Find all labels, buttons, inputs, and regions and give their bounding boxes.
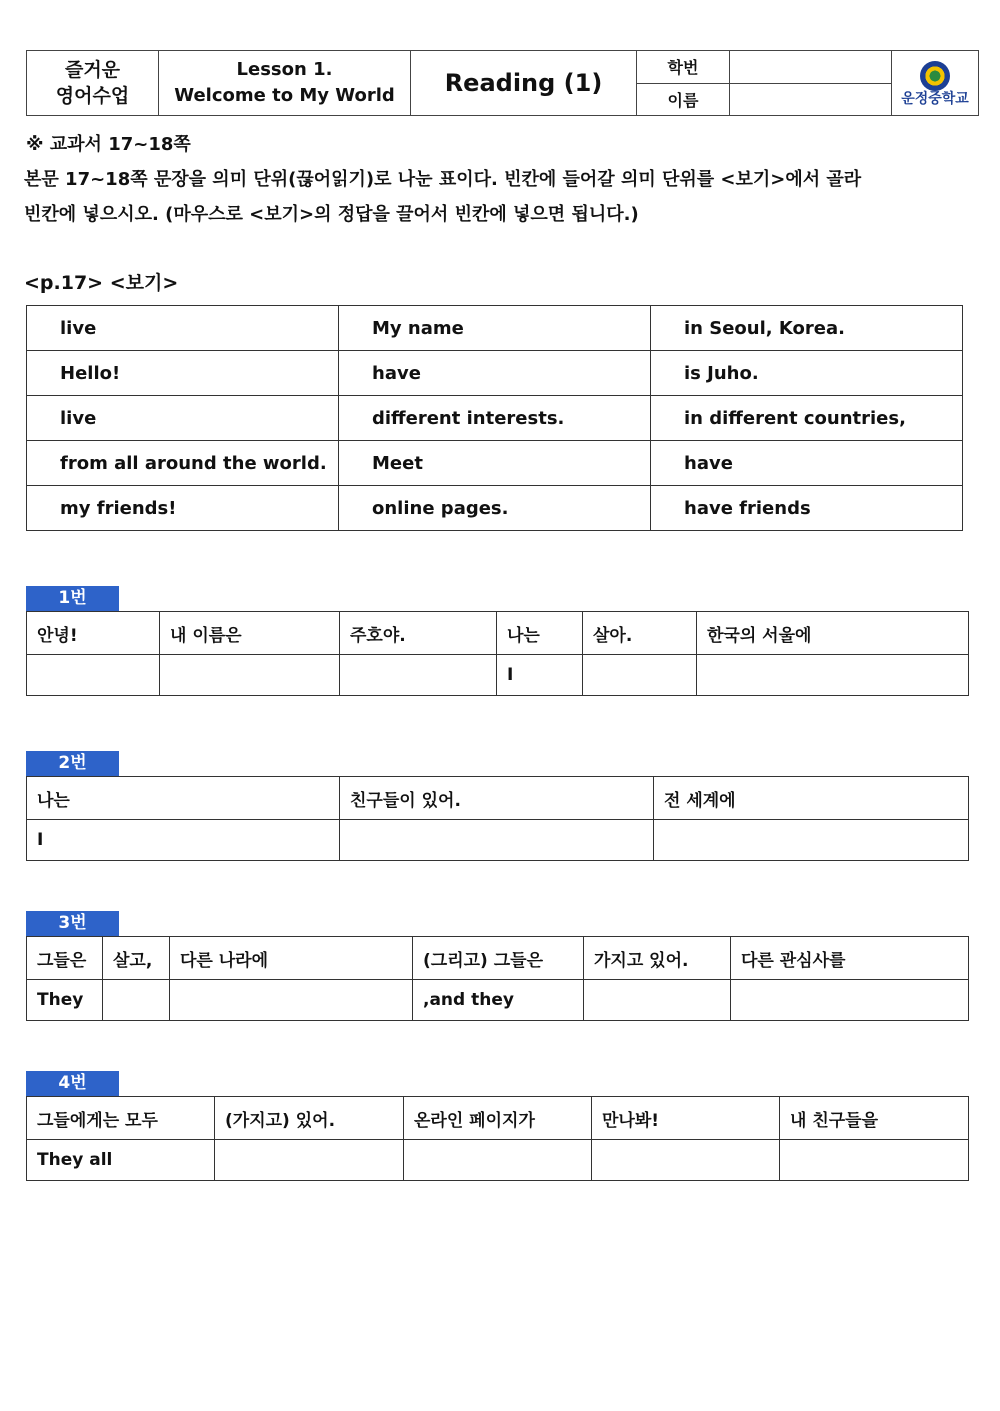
word-chip[interactable]: from all around the world. (27, 441, 339, 486)
word-chip[interactable]: have (339, 351, 651, 396)
korean-unit: 나는 (497, 612, 583, 655)
given-word: I (27, 820, 340, 861)
name-label: 이름 (637, 83, 730, 116)
answer-blank[interactable] (404, 1140, 592, 1181)
korean-unit: 다른 나라에 (170, 937, 413, 980)
answer-blank[interactable] (215, 1140, 404, 1181)
instructions-line2: 빈칸에 넣으시오. (마우스로 <보기>의 정답을 끌어서 빈칸에 넣으면 됩니다.) (24, 204, 639, 225)
given-word: They (27, 980, 103, 1021)
korean-unit: 전 세계에 (654, 777, 969, 820)
instructions-line1: 본문 17~18쪽 문장을 의미 단위(끊어읽기)로 나눈 표이다. 빈칸에 들어갈 의미 단위를 <보기>에서 골라 (24, 169, 862, 190)
word-bank-row (27, 396, 963, 441)
korean-unit: 주호야. (340, 612, 497, 655)
answer-blank[interactable] (160, 655, 340, 696)
answer-blank[interactable] (654, 820, 969, 861)
korean-unit: 나는 (27, 777, 340, 820)
korean-unit: (가지고) 있어. (215, 1097, 404, 1140)
school-name: 운정중학교 (901, 91, 969, 107)
lesson-line2: Welcome to My World (174, 85, 395, 106)
word-bank-row (27, 486, 963, 531)
answer-blank[interactable] (340, 655, 497, 696)
word-bank-row (27, 306, 963, 351)
class-name-cell (27, 51, 159, 116)
word-chip[interactable]: in Seoul, Korea. (651, 306, 963, 351)
lesson-line1: Lesson 1. (236, 59, 333, 80)
question-1-label: 1번 (26, 586, 119, 611)
question-4-label: 4번 (26, 1071, 119, 1096)
question-3-label: 3번 (26, 911, 119, 936)
word-bank-table (26, 305, 963, 531)
word-chip[interactable]: My name (339, 306, 651, 351)
korean-unit: 온라인 페이지가 (404, 1097, 592, 1140)
question-2-table (26, 776, 969, 861)
word-bank-title: <p.17> <보기> (24, 272, 179, 294)
answer-blank[interactable] (697, 655, 969, 696)
korean-unit: 내 이름은 (160, 612, 340, 655)
korean-unit: (그리고) 그들은 (413, 937, 584, 980)
word-chip[interactable]: is Juho. (651, 351, 963, 396)
given-word: They all (27, 1140, 215, 1181)
textbook-reference: ※ 교과서 17~18쪽 (26, 134, 191, 155)
answer-blank[interactable] (170, 980, 413, 1021)
answer-blank[interactable] (780, 1140, 969, 1181)
question-1-table (26, 611, 969, 696)
word-chip[interactable]: live (27, 396, 339, 441)
korean-unit: 가지고 있어. (584, 937, 731, 980)
korean-unit: 친구들이 있어. (340, 777, 654, 820)
word-bank-row (27, 441, 963, 486)
word-bank-row (27, 351, 963, 396)
korean-unit: 살고, (103, 937, 170, 980)
name-field[interactable] (730, 83, 892, 116)
answer-blank[interactable] (27, 655, 160, 696)
class-name-line1: 즐거운 (64, 59, 121, 81)
word-chip[interactable]: Hello! (27, 351, 339, 396)
student-id-label: 학번 (637, 51, 730, 84)
word-chip[interactable]: online pages. (339, 486, 651, 531)
korean-unit: 그들은 (27, 937, 103, 980)
answer-blank[interactable] (340, 820, 654, 861)
class-name-line2: 영어수업 (55, 85, 130, 107)
worksheet-header (26, 50, 979, 116)
korean-unit: 다른 관심사를 (731, 937, 969, 980)
word-chip[interactable]: in different countries, (651, 396, 963, 441)
word-chip[interactable]: have (651, 441, 963, 486)
word-chip[interactable]: have friends (651, 486, 963, 531)
word-chip[interactable]: Meet (339, 441, 651, 486)
answer-blank[interactable] (592, 1140, 780, 1181)
korean-unit: 한국의 서울에 (697, 612, 969, 655)
korean-unit: 안녕! (27, 612, 160, 655)
question-2-label: 2번 (26, 751, 119, 776)
korean-unit: 그들에게는 모두 (27, 1097, 215, 1140)
question-4-table (26, 1096, 969, 1181)
school-logo (892, 51, 979, 116)
korean-unit: 내 친구들을 (780, 1097, 969, 1140)
student-id-field[interactable] (730, 51, 892, 84)
given-word: ,and they (413, 980, 584, 1021)
answer-blank[interactable] (731, 980, 969, 1021)
korean-unit: 살아. (583, 612, 697, 655)
question-3-table (26, 936, 969, 1021)
answer-blank[interactable] (583, 655, 697, 696)
answer-blank[interactable] (103, 980, 170, 1021)
word-chip[interactable]: live (27, 306, 339, 351)
word-chip[interactable]: different interests. (339, 396, 651, 441)
word-chip[interactable]: my friends! (27, 486, 339, 531)
given-word: I (497, 655, 583, 696)
school-emblem-icon (920, 61, 950, 91)
worksheet-title: Reading (1) (411, 51, 637, 116)
answer-blank[interactable] (584, 980, 731, 1021)
lesson-cell (159, 51, 411, 116)
korean-unit: 만나봐! (592, 1097, 780, 1140)
